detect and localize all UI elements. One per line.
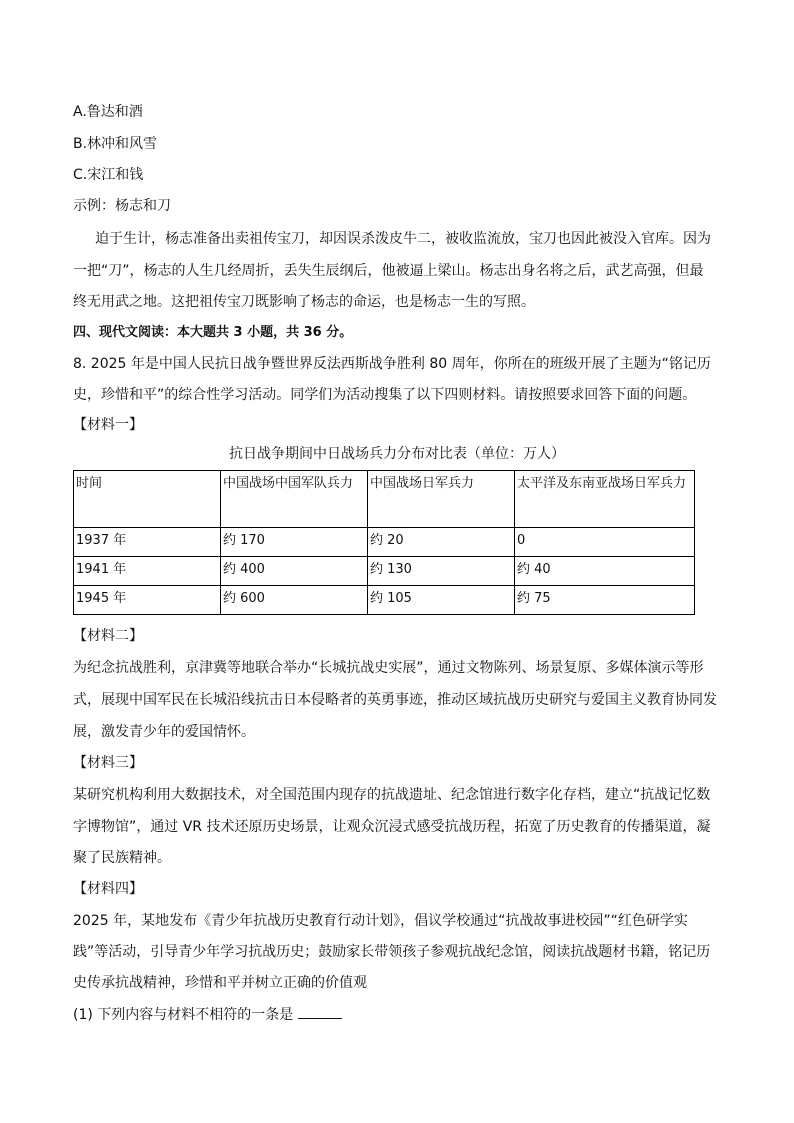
table-header-cell: 太平洋及东南亚战场日军兵力	[515, 471, 695, 528]
section-heading: 四、现代文阅读：本大题共 3 小题，共 36 分。	[73, 325, 353, 340]
table-header-cell: 中国战场日军兵力	[368, 471, 515, 528]
table-cell: 0	[515, 528, 695, 557]
material-1-label: 【材料一】	[73, 417, 143, 433]
answer-blank[interactable]	[298, 1004, 342, 1019]
table-cell: 约 40	[515, 557, 695, 586]
table-row	[74, 557, 695, 586]
material-3-label: 【材料三】	[73, 755, 143, 771]
material-4-line: 史传承抗战精神，珍惜和平并树立正确的价值观	[73, 975, 367, 991]
troop-comparison-table	[73, 470, 695, 615]
table-cell: 约 20	[368, 528, 515, 557]
example-paragraph-line: 迫于生计，杨志准备出卖祖传宝刀，却因误杀泼皮牛二，被收监流放，宝刀也因此被没入官库。因为	[95, 231, 711, 247]
question-8-line: 8. 2025 年是中国人民抗日战争暨世界反法西斯战争胜利 80 周年，你所在的班级开展了主题为“铭记历	[73, 356, 711, 372]
material-3-line: 某研究机构利用大数据技术，对全国范围内现存的抗战遗址、纪念馆进行数字化存档，建立“抗战记忆数	[73, 787, 711, 803]
table-cell: 约 170	[221, 528, 368, 557]
table-cell: 约 600	[221, 586, 368, 615]
material-2-line: 展，激发青少年的爱国情怀。	[73, 724, 255, 740]
sub-question-1-text: (1) 下列内容与材料不相符的一条是	[73, 1007, 294, 1023]
table-header-row	[74, 471, 695, 528]
material-4-line: 2025 年，某地发布《青少年抗战历史教育行动计划》，倡议学校通过“抗战故事进校园”“红色研学实	[73, 913, 688, 929]
table-cell: 1945 年	[74, 586, 221, 615]
table-row	[74, 586, 695, 615]
material-3-line: 字博物馆”，通过 VR 技术还原历史场景，让观众沉浸式感受抗战历程，拓宽了历史教育的传播渠道，凝	[73, 819, 711, 835]
option-a: A.鲁达和酒	[73, 104, 143, 120]
sub-question-1	[73, 1004, 342, 1025]
table-header-cell: 中国战场中国军队兵力	[221, 471, 368, 528]
material-4-label: 【材料四】	[73, 881, 143, 897]
option-c: C.宋江和钱	[73, 167, 144, 183]
example-paragraph-line: 终无用武之地。这把祖传宝刀既影响了杨志的命运，也是杨志一生的写照。	[73, 294, 535, 310]
material-4-line: 践”等活动，引导青少年学习抗战历史；鼓励家长带领孩子参观抗战纪念馆，阅读抗战题材书籍，铭记历	[73, 944, 711, 960]
material-2-line: 式，展现中国军民在长城沿线抗击日本侵略者的英勇事迹，推动区域抗战历史研究与爱国主义教育协同发	[73, 692, 717, 708]
table-cell: 1937 年	[74, 528, 221, 557]
table-title: 抗日战争期间中日战场兵力分布对比表（单位：万人）	[229, 446, 565, 462]
material-2-label: 【材料二】	[73, 628, 143, 644]
option-b: B.林冲和风雪	[73, 136, 158, 152]
table-cell: 约 400	[221, 557, 368, 586]
table-cell: 约 105	[368, 586, 515, 615]
table-header-cell: 时间	[74, 471, 221, 528]
example-label: 示例：杨志和刀	[73, 198, 171, 214]
table-cell: 约 75	[515, 586, 695, 615]
table-row	[74, 528, 695, 557]
table-cell: 约 130	[368, 557, 515, 586]
table-cell: 1941 年	[74, 557, 221, 586]
material-2-line: 为纪念抗战胜利，京津冀等地联合举办“长城抗战史实展”，通过文物陈列、场景复原、多媒体演示等形	[73, 660, 704, 676]
material-3-line: 聚了民族精神。	[73, 850, 171, 866]
question-8-line: 史，珍惜和平”的综合性学习活动。同学们为活动搜集了以下四则材料。请按照要求回答下面的问题。	[73, 387, 697, 403]
example-paragraph-line: 一把“刀”，杨志的人生几经周折，丢失生辰纲后，他被逼上梁山。杨志出身名将之后，武艺高强，但最	[73, 263, 704, 279]
